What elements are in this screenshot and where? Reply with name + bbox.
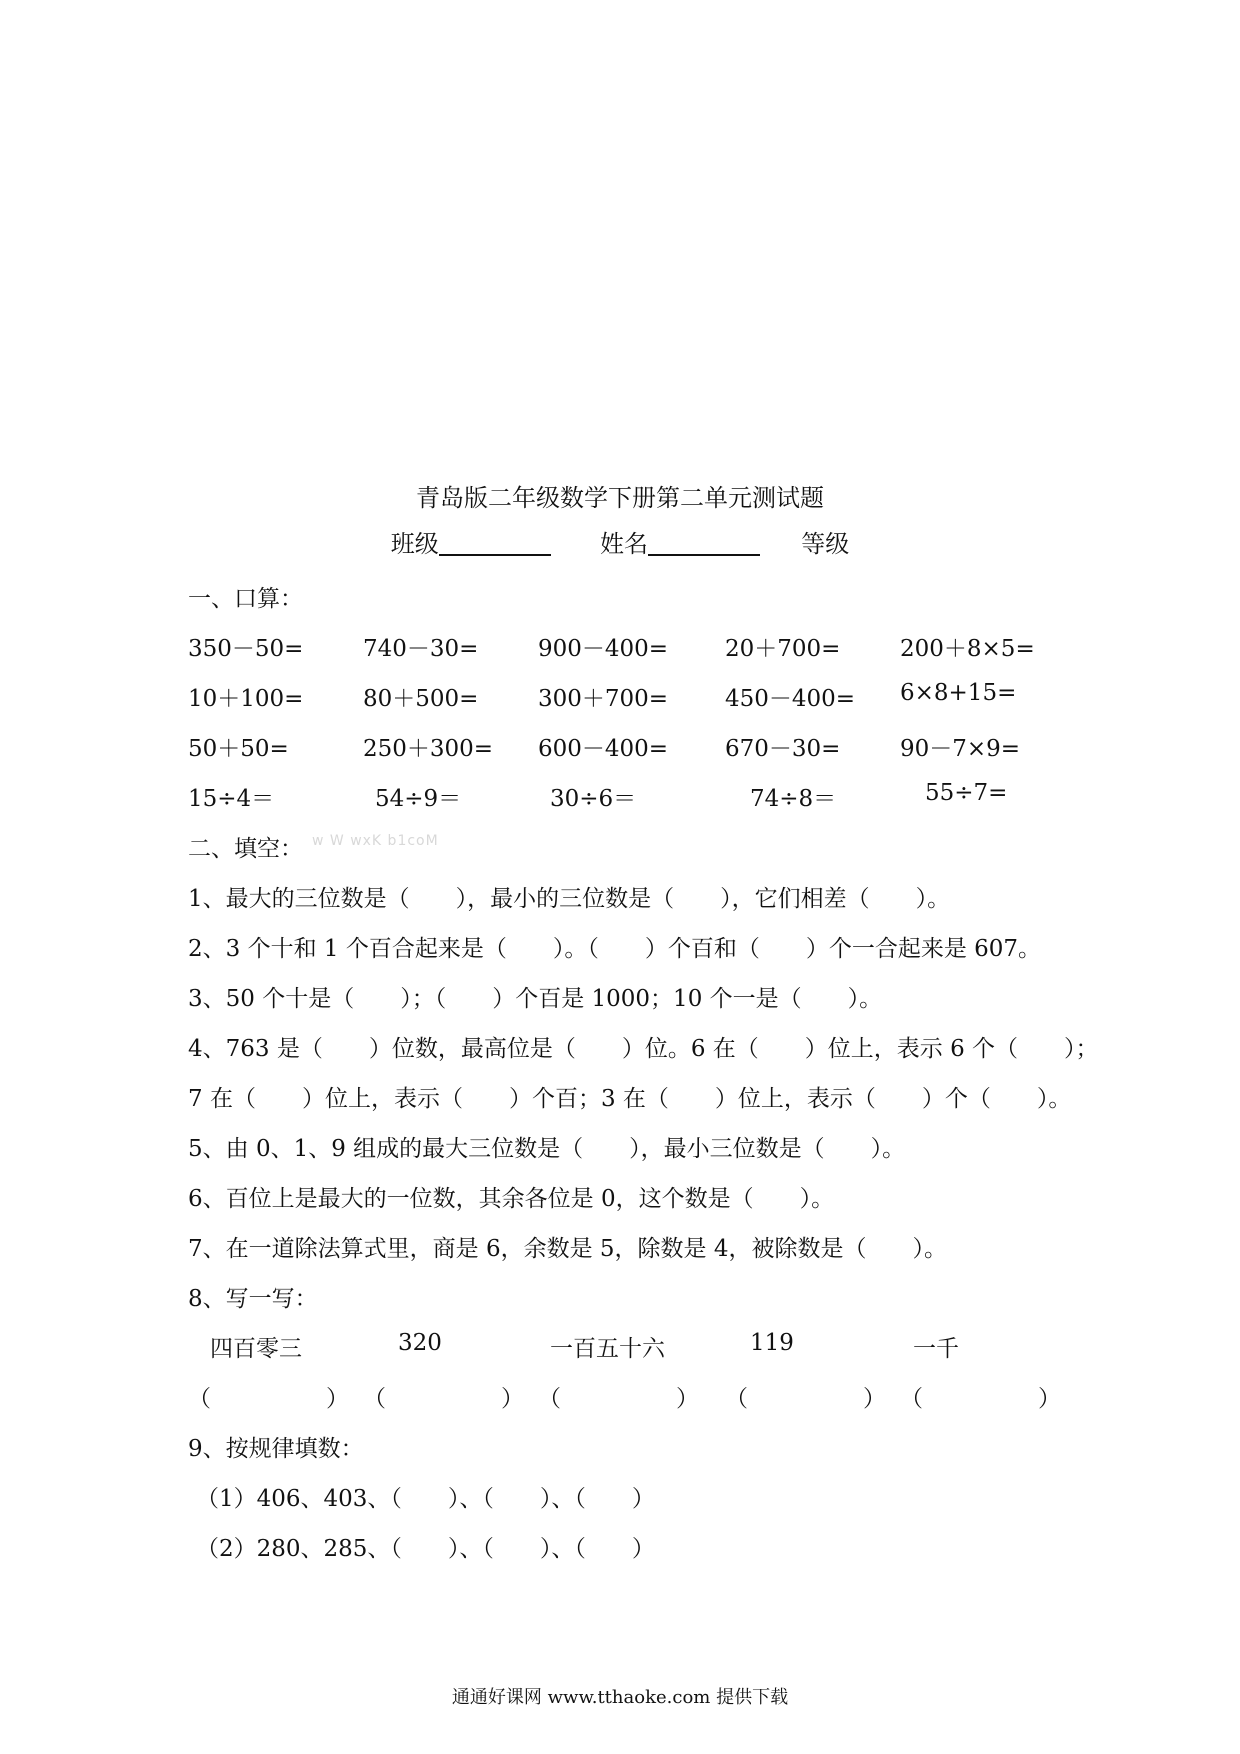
oral-calc-item: 54÷9＝ bbox=[375, 786, 462, 812]
oral-calc-item: 350－50= bbox=[188, 636, 304, 662]
section1-heading: 一、口算： bbox=[188, 586, 303, 612]
oral-calc-item: 200＋8×5= bbox=[900, 636, 1035, 662]
student-info-line bbox=[0, 524, 1240, 559]
question-8: 8、写一写： bbox=[188, 1286, 318, 1312]
class-label: 班级 bbox=[390, 530, 439, 558]
oral-calc-item: 670－30= bbox=[725, 736, 841, 762]
class-blank bbox=[439, 528, 551, 556]
oral-calc-item: 740－30= bbox=[363, 636, 479, 662]
q8-answer-blank: （ ） bbox=[725, 1386, 886, 1412]
name-blank bbox=[648, 528, 760, 556]
question-5: 5、由 0、1、9 组成的最大三位数是（ ），最小三位数是（ ）。 bbox=[188, 1136, 906, 1162]
oral-calc-item: 600－400= bbox=[538, 736, 669, 762]
oral-calc-item: 450－400= bbox=[725, 686, 856, 712]
q8-item: 一百五十六 bbox=[550, 1336, 665, 1362]
q8-answer-blank: （ ） bbox=[188, 1386, 349, 1412]
q8-answer-blank: （ ） bbox=[900, 1386, 1061, 1412]
question-7: 7、在一道除法算式里，商是 6，余数是 5，除数是 4，被除数是（ ）。 bbox=[188, 1236, 947, 1262]
oral-calc-item: 74÷8＝ bbox=[750, 786, 837, 812]
oral-calc-item: 80＋500= bbox=[363, 686, 479, 712]
question-4-part-2: 7 在（ ）位上，表示（ ）个百；3 在（ ）位上，表示（ ）个（ ）。 bbox=[188, 1086, 1072, 1112]
oral-calc-item: 10＋100= bbox=[188, 686, 304, 712]
q8-item: 四百零三 bbox=[210, 1336, 302, 1362]
question-6: 6、百位上是最大的一位数，其余各位是 0，这个数是（ ）。 bbox=[188, 1186, 835, 1212]
oral-calc-item: 900－400= bbox=[538, 636, 669, 662]
grade-label: 等级 bbox=[801, 530, 850, 558]
footer-text: 通通好课网 www.tthaoke.com 提供下载 bbox=[451, 1687, 789, 1708]
question-9: 9、按规律填数： bbox=[188, 1436, 364, 1462]
question-9-2: （2）280、285、（ ）、（ ）、（ ） bbox=[196, 1536, 655, 1562]
oral-calc-item: 300＋700= bbox=[538, 686, 669, 712]
oral-calc-item: 55÷7= bbox=[925, 780, 1008, 806]
oral-calc-item: 15÷4＝ bbox=[188, 786, 275, 812]
question-9-1: （1）406、403、（ ）、（ ）、（ ） bbox=[196, 1486, 655, 1512]
q8-item: 一千 bbox=[913, 1336, 959, 1362]
oral-calc-item: 6×8+15= bbox=[900, 680, 1017, 706]
q8-answer-blank: （ ） bbox=[363, 1386, 524, 1412]
oral-calc-item: 90－7×9= bbox=[900, 736, 1021, 762]
oral-calc-item: 30÷6＝ bbox=[550, 786, 637, 812]
oral-calc-item: 50＋50= bbox=[188, 736, 289, 762]
section2-heading: 二、填空： bbox=[188, 836, 303, 862]
page-title: 青岛版二年级数学下册第二单元测试题 bbox=[416, 484, 824, 512]
name-label: 姓名 bbox=[600, 530, 648, 558]
question-3: 3、50 个十是（ ）；（ ）个百是 1000；10 个一是（ ）。 bbox=[188, 986, 883, 1012]
q8-item: 320 bbox=[398, 1330, 442, 1356]
oral-calc-item: 20＋700= bbox=[725, 636, 841, 662]
question-2: 2、3 个十和 1 个百合起来是（ ）。（ ）个百和（ ）个一合起来是 607。 bbox=[188, 936, 1042, 962]
oral-calc-item: 250＋300= bbox=[363, 736, 494, 762]
q8-answer-blank: （ ） bbox=[538, 1386, 699, 1412]
question-4-part-1: 4、763 是（ ）位数，最高位是（ ）位。6 在（ ）位上，表示 6 个（ ）； bbox=[188, 1036, 1099, 1062]
question-1: 1、最大的三位数是（ ），最小的三位数是（ ），它们相差（ ）。 bbox=[188, 886, 951, 912]
q8-item: 119 bbox=[750, 1330, 794, 1356]
watermark-text: w W wxK b1coM bbox=[312, 833, 439, 849]
